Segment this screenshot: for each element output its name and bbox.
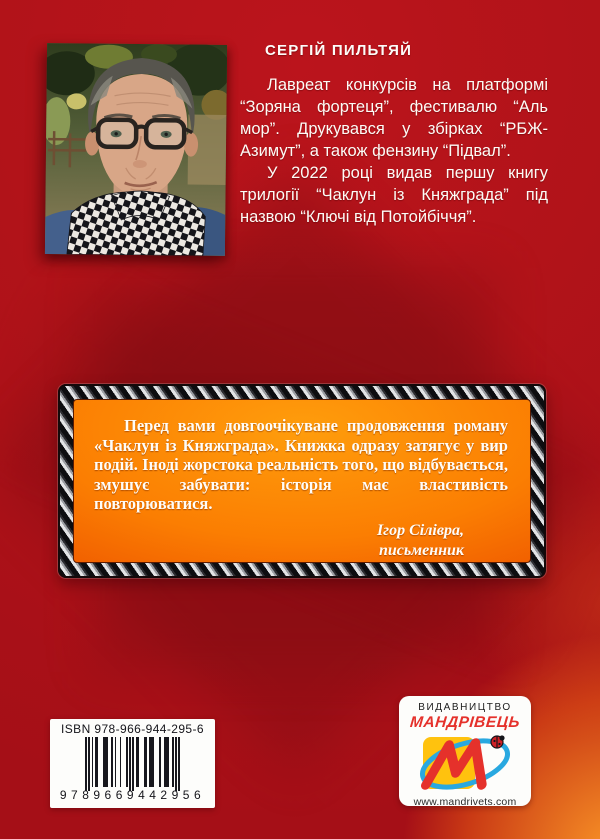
isbn-label: ISBN 978-966-944-295-6: [61, 722, 204, 736]
publisher-badge: [399, 696, 531, 806]
barcode-bars: [85, 737, 180, 787]
author-photo: [45, 43, 227, 256]
signature-role: письменник: [378, 541, 464, 559]
publisher-website: www.mandrivets.com: [413, 796, 517, 808]
blurb-inner-panel: [73, 399, 531, 563]
isbn-digits: 9789669442956: [59, 788, 206, 802]
mandrivets-m-ladybug-icon: [413, 733, 517, 791]
publisher-name: МАНДРІВЕЦЬ: [409, 714, 521, 731]
author-name: СЕРГІЙ ПИЛЬТЯЙ: [265, 42, 413, 59]
signature-name: Ігор Сілівра,: [376, 521, 464, 539]
author-portrait-photo: [45, 43, 227, 256]
author-bio: [240, 74, 548, 228]
rope-border: [58, 384, 546, 578]
isbn-barcode: [50, 719, 215, 808]
blurb-signature: [94, 521, 508, 561]
bio-paragraph: У 2022 році видав першу книгу трилогії “Чаклун із Княжграда” під назвою “Ключі від Потойбіччя”.: [240, 164, 548, 226]
blurb-text: Перед вами довгоочікуване продовження роману «Чаклун із Княжграда». Книжка одразу затягує у вир подій. Іноді жорстока реальність того, що відбувається, змушує забувати: історія має властивість повторюватися.: [94, 416, 508, 513]
blurb-box: [58, 384, 546, 578]
publisher-tagline: ВИДАВНИЦТВО: [418, 702, 512, 713]
bio-paragraph: Лавреат конкурсів на платформі “Зоряна фортеця”, фестивалю “Аль мор”. Друкувався у збірках “РБЖ-Азимут”, а також фензину “Підвал”.: [240, 76, 548, 160]
